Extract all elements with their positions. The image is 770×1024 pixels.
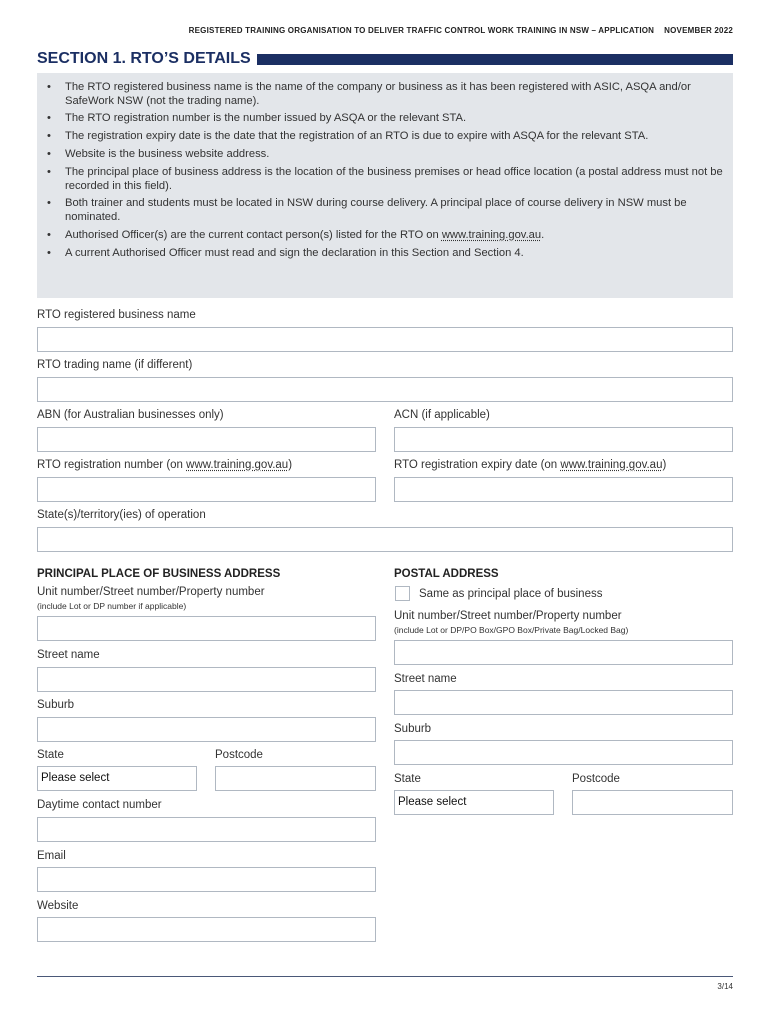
postal-street-input[interactable] [394, 690, 733, 715]
bullet-icon: • [47, 246, 51, 259]
phone-label: Daytime contact number [37, 799, 162, 811]
reg-expiry-label: RTO registration expiry date (on www.training.gov.au) [394, 459, 667, 471]
training-gov-link[interactable]: www.training.gov.au [186, 459, 289, 471]
info-bullet: • Authorised Officer(s) are the current contact person(s) listed for the RTO on www.training.gov.au. [47, 228, 545, 241]
info-bullet: • Website is the business website address. [47, 148, 270, 161]
same-as-principal-checkbox[interactable] [395, 586, 410, 601]
bullet-icon: • [47, 228, 51, 241]
principal-postcode-label: Postcode [215, 749, 263, 761]
principal-suburb-input[interactable] [37, 717, 376, 742]
training-gov-link[interactable]: www.training.gov.au [560, 459, 663, 471]
principal-street-label: Street name [37, 649, 100, 661]
phone-input[interactable] [37, 817, 376, 842]
postal-unit-input[interactable] [394, 640, 733, 665]
reg-number-label: RTO registration number (on www.training.gov.au) [37, 459, 293, 471]
page-number: 3/14 [717, 982, 733, 991]
trading-name-input[interactable] [37, 377, 733, 402]
website-input[interactable] [37, 917, 376, 942]
postal-street-label: Street name [394, 673, 457, 685]
principal-street-input[interactable] [37, 667, 376, 692]
acn-input[interactable] [394, 427, 733, 452]
bullet-icon: • [47, 81, 51, 93]
postal-state-label: State [394, 773, 421, 785]
principal-unit-note: (include Lot or DP number if applicable) [37, 601, 187, 611]
training-gov-link[interactable]: www.training.gov.au [441, 228, 542, 241]
website-label: Website [37, 900, 79, 912]
document-header [0, 26, 733, 35]
acn-label: ACN (if applicable) [394, 409, 490, 421]
info-bullet: • The registration expiry date is the date that the registration of an RTO is due to expire with ASQA for the relevant STA. [47, 130, 649, 143]
principal-state-select[interactable]: Please select [37, 766, 197, 791]
email-label: Email [37, 850, 66, 862]
reg-number-input[interactable] [37, 477, 376, 502]
postal-unit-label: Unit number/Street number/Property number [394, 610, 622, 622]
postal-heading: POSTAL ADDRESS [394, 568, 499, 580]
reg-expiry-input[interactable] [394, 477, 733, 502]
same-as-principal-label: Same as principal place of business [419, 588, 603, 600]
postal-postcode-label: Postcode [572, 773, 620, 785]
postal-postcode-input[interactable] [572, 790, 733, 815]
principal-suburb-label: Suburb [37, 699, 75, 711]
principal-postcode-input[interactable] [215, 766, 376, 791]
info-box [37, 73, 733, 298]
section-title-bar [257, 54, 733, 65]
info-bullet: • The principal place of business address is the location of the business premises or head office location (a postal address must not be recorded in this field). [47, 166, 723, 192]
principal-unit-input[interactable] [37, 616, 376, 641]
info-bullet: • The RTO registration number is the number issued by ASQA or the relevant STA. [47, 112, 467, 125]
states-label: State(s)/territory(ies) of operation [37, 509, 206, 521]
bullet-icon: • [47, 148, 51, 161]
document-date: NOVEMBER 2022 [664, 26, 733, 35]
principal-state-label: State [37, 749, 64, 761]
info-bullet: • Both trainer and students must be located in NSW during course delivery. A principal place of course delivery in NSW must be nominated. [47, 197, 687, 223]
postal-unit-note: (include Lot or DP/PO Box/GPO Box/Private Bag/Locked Bag) [394, 625, 629, 635]
states-input[interactable] [37, 527, 733, 552]
postal-suburb-label: Suburb [394, 723, 432, 735]
bullet-icon: • [47, 197, 51, 210]
section-title: SECTION 1. RTO’S DETAILS [37, 50, 251, 67]
postal-state-select[interactable]: Please select [394, 790, 554, 815]
principal-heading: PRINCIPAL PLACE OF BUSINESS ADDRESS [37, 568, 281, 580]
postal-suburb-input[interactable] [394, 740, 733, 765]
document-title: REGISTERED TRAINING ORGANISATION TO DELIVER TRAFFIC CONTROL WORK TRAINING IN NSW – APPLICATION [188, 26, 655, 35]
abn-label: ABN (for Australian businesses only) [37, 409, 224, 421]
abn-input[interactable] [37, 427, 376, 452]
info-bullet: • A current Authorised Officer must read and sign the declaration in this Section and Section 4. [47, 246, 524, 259]
email-input[interactable] [37, 867, 376, 892]
principal-unit-label: Unit number/Street number/Property number [37, 586, 265, 598]
info-bullet: • The RTO registered business name is the name of the company or business as it has been registered with ASIC, ASQA and/or SafeWork NSW (not the trading name). [47, 81, 691, 107]
registered-name-label: RTO registered business name [37, 309, 196, 321]
bullet-icon: • [47, 166, 51, 179]
trading-name-label: RTO trading name (if different) [37, 359, 193, 371]
section-heading [37, 49, 733, 69]
registered-name-input[interactable] [37, 327, 733, 352]
bullet-icon: • [47, 130, 51, 143]
bullet-icon: • [47, 112, 51, 125]
info-list [45, 81, 723, 260]
footer-divider [37, 976, 733, 977]
